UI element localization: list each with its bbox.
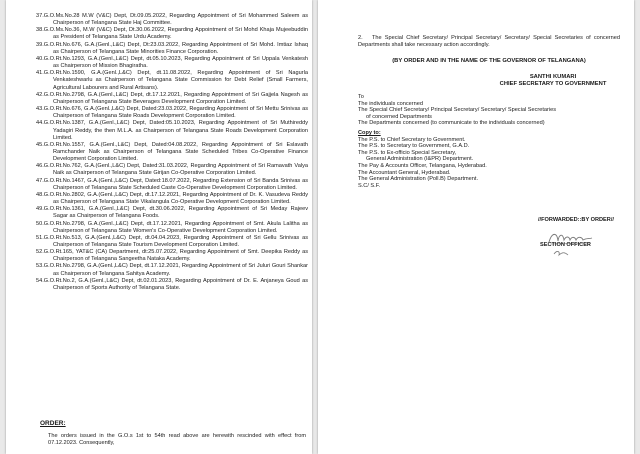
copy-line: The P.S. to Chief Secretary to Government. xyxy=(358,136,466,143)
to-heading: To xyxy=(358,94,364,100)
paragraph-text: The Special Chief Secretary/ Principal Secretary/ Secretary/ Special Secretaries of concerned Departments shall take necessary action accordingly. xyxy=(358,35,620,49)
reference-item: 53.G.O.Rt.No.2798, G.A.(Genl.,L&C) Dept, dt.17.12.2021, Regarding Appointment of Sri Juluri Gouri Shankar as Chairperson of Telangana Sahitya Academy. xyxy=(36,263,308,277)
to-line: of concerned Departments xyxy=(366,113,432,120)
reference-item: 37.G.O.Ms.No.28 M.W (V&C) Dept, Dt.09.05.2022, Regarding Appointment of Sri Mohammed Saleem as Chairperson of Telangana State Haj Committee. xyxy=(36,13,308,27)
reference-item: 51.G.O.Rt.No.513, G.A.(Genl.,L&C) Dept, dt.04.04.2023, Regarding Appointment of Sri Gellu Srinivas as Chairperson of Telangana State Tourism Development Corporation Limited. xyxy=(36,234,308,248)
signatory-title: CHIEF SECRETARY TO GOVERNMENT xyxy=(499,81,607,88)
order-heading: ORDER: xyxy=(40,420,66,427)
section-officer-label: SECTION OFFICER xyxy=(540,242,591,248)
document-page-right xyxy=(318,0,634,454)
copy-line: The P.S. to Ex-officio Special Secretary, xyxy=(358,149,457,156)
copy-line: General Administration (I&PR) Department. xyxy=(366,156,474,163)
reference-item: 40.G.O.Rt.No.1293, G.A.(Genl.,L&C) Dept, dt.05.10.2023, Regarding Appointment of Sri Uppala Venkatesh as Chairperson of Mission Bhagiratha. xyxy=(36,55,308,70)
order-text: The orders issued in the G.O.s 1st to 54th read above are herewith rescinded with effect from 07.12.2023. Consequently, xyxy=(48,433,306,447)
forwarded-line: //FORWARDED::BY ORDER// xyxy=(538,217,614,223)
reference-item: 54.G.O.Rt.No.2, G.A.(Genl.,L&C) Dept, dt.02.01.2023, Regarding Appointment of Dr. E. Anjaneya Goud as Chairperson of Sports Authority of Telangana State. xyxy=(36,277,308,291)
copy-line: The Pay & Accounts Officer, Telangana, Hyderabad. xyxy=(358,162,487,169)
to-line: The individuals concerned xyxy=(358,100,423,107)
copy-line: The P.S. to Secretary to Government, G.A.D. xyxy=(358,143,470,150)
reference-item: 49.G.O.Rt.No.1361, G.A.(Genl.,L&C) Dept, dt.30.06.2022, Regarding Appointment of Sri Meday Rajeev Sagar as Chairperson of Telangana Foods. xyxy=(36,206,308,220)
governor-line: (BY ORDER AND IN THE NAME OF THE GOVERNOR OF TELANGANA) xyxy=(392,58,586,64)
paragraph-2 xyxy=(358,35,620,49)
copy-to-block xyxy=(358,130,628,189)
copy-to-heading: Copy to: xyxy=(358,130,381,136)
copy-line: The General Administration (Poll.B) Department. xyxy=(358,176,479,183)
reference-item: 38.G.O.Ms.No.36, M.W (V&C) Dept, Dt.30.06.2022, Regarding Appointment of Sri Mohd Khaja Mujeebuddin as President of Telangana State Urdu Academy. xyxy=(36,27,308,41)
copy-line: The Accountant General, Hyderabad. xyxy=(358,169,451,176)
to-line: The Departments concerned (to communicate to the individuals concerned) xyxy=(358,120,545,127)
signatory-name: SANTHI KUMARI xyxy=(529,74,577,80)
reference-item: 41.G.O.Rt.No.1590, G.A.(Genl.,L&C) Dept, dt.11.08.2022, Regarding Appointment of Sri Nagurla Venkateshwarlu as Chairperson of Telangana State Commission for Debt Relief (Small Farmers, Agricultural Labourers and Rural Artisans). xyxy=(36,70,308,91)
reference-list xyxy=(36,13,308,292)
reference-item: 44.G.O.Rt.No.1387, G.A.(Genl.,L&C) Dept, Dated:05.10.2023, Regarding Appointment of Sri Muthireddy Yadagiri Reddy, the then M.L.A. as Chairperson of Telangana State Roads Development Corporation Limited. xyxy=(36,120,308,141)
to-line: The Special Chief Secretary/ Principal Secretary/ Secretary/ Special Secretaries xyxy=(358,107,557,114)
reference-item: 47.G.O.Rt.No.1467, G.A.(Genl.,L&C) Dept, Dated:18.07.2022, Regarding Extension of Sri Banda Srinivas as Chairperson of Telangana State Scheduled Caste Co-Operative Development Corporation Limited. xyxy=(36,177,308,191)
document-page-left xyxy=(6,0,312,454)
reference-item: 39.G.O.Rt.No.676, G.A.(Genl.,L&C) Dept, Dt:23.03.2022, Regarding Appointment of Sri Mohd. Imtiaz Ishaq as Chairperson of Telangana State Minorities Finance Corporation. xyxy=(36,41,308,55)
signatory-block xyxy=(478,74,628,88)
copy-line: S.C/ S.F. xyxy=(358,182,381,189)
reference-item: 52.G.O.Rt.165, YAT&C (CA) Department, dt:25.07.2022, Regarding Appointment of Smt. Deepika Reddy as Chairperson of Telangana Sangeetha Nataka Academy. xyxy=(36,249,308,263)
reference-item: 42.G.O.Rt.No.2798, G.A.(Genl.,L&C) Dept, dt.17.12.2021, Regarding Appointment of Sri Gajjela Nagesh as Chairperson of Telangana State Beverages Development Corporation Limited. xyxy=(36,91,308,105)
reference-item: 50.G.O.Rt.No.2798, G.A.(Genl.,L&C) Dept, dt.17.12.2021, Regarding Appointment of Smt. Akula Lalitha as Chairperson of Telangana State Women's Co-Operative Development Corporation Limited. xyxy=(36,220,308,234)
to-block xyxy=(358,94,628,127)
paragraph-number: 2. xyxy=(358,35,363,41)
reference-item: 48.G.O.Rt.No.2802, G.A.(Genl.,L&C) Dept, dt.17.12.2021, Regarding Appointment of Dr. K. Vasudeva Reddy as Chairperson of Telangana State Vikalangula Co-Operative Development Corporation Limited. xyxy=(36,191,308,206)
reference-item: 43.G.O.Rt.No.676, G.A.(Genl.,L&C) Dept, Dated:23.03.2022, Regarding Appointment of Sri Mettu Srinivas as Chairperson of Telangana State Roads Development Corporation Limited. xyxy=(36,106,308,120)
reference-item: 45.G.O.Rt.No.1557, G.A.(Genl.,L&C) Dept, Dated:04.08.2022, Regarding Appointment of Sri Eslavath Ramchander Naik as Chairperson of Telangana State Scheduled Tribes Co-Operative Finance Development Corporation Limited. xyxy=(36,141,308,163)
reference-item: 46.G.O.Rt.No.762, G.A.(Genl.,L&C) Dept, Dated:31.03.2022, Regarding Appointment of Sri Ramavath Valya Naik as Chairperson of Telangana State Girijan Co-Operative Corporation Limited. xyxy=(36,163,308,177)
